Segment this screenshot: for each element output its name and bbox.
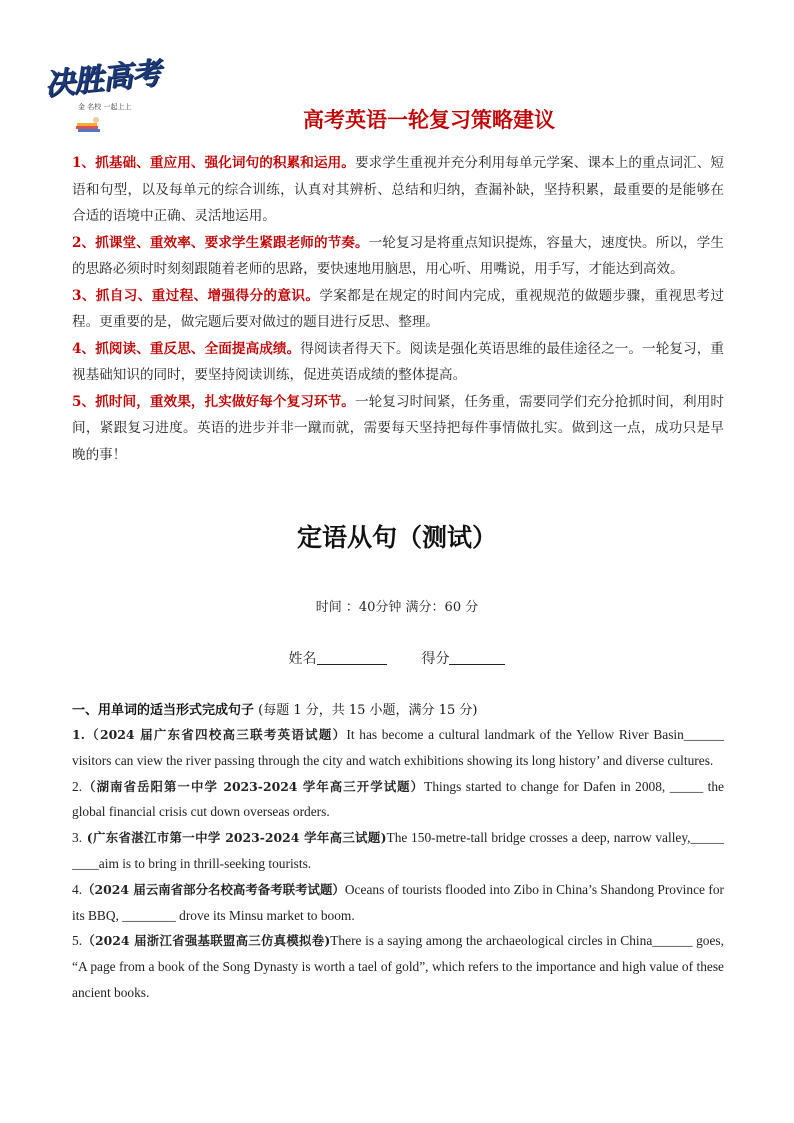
question-text: Oceans of tourists flooded into Zibo in China’s Shandong Province for its BBQ, ________ drove its Minsu market to boom. bbox=[72, 881, 724, 923]
advice-heading: 3、抓自习、重过程、增强得分的意识。 bbox=[72, 287, 320, 304]
question-source: （2024 届浙江省强基联盟高三仿真模拟卷) bbox=[82, 933, 331, 949]
advice-heading: 5、抓时间，重效果，扎实做好每个复习环节。 bbox=[72, 393, 355, 410]
question-item bbox=[72, 825, 724, 877]
question-number: 1. bbox=[72, 727, 85, 742]
advice-list bbox=[72, 150, 724, 468]
advice-item bbox=[72, 389, 724, 469]
question-source: （2024 届云南省部分名校高考备考联考试题） bbox=[82, 881, 345, 897]
question-number: 3. bbox=[72, 830, 83, 846]
question-number: 5. bbox=[72, 933, 83, 949]
advice-body: 学案都是在规定的时间内完成，重视规范的做题步骤，重视思考过程。更重要的是，做完题后要对做过的题目进行反思、整理。 bbox=[72, 287, 724, 330]
logo-text: 决胜高考 bbox=[42, 55, 162, 103]
advice-body: 得阅读者得天下。阅读是强化英语思维的最佳途径之一。一轮复习，重视基础知识的同时，要坚持阅读训练，促进英语成绩的整体提高。 bbox=[72, 340, 724, 383]
name-label: 姓名 bbox=[288, 651, 317, 667]
logo-subtext: 金 名校 一起上上 bbox=[78, 103, 132, 111]
name-blank[interactable] bbox=[317, 650, 387, 665]
advice-heading: 2、抓课堂、重效率、要求学生紧跟老师的节奏。 bbox=[72, 234, 369, 251]
section-title: 一、用单词的适当形式完成句子 bbox=[72, 703, 255, 718]
section-note: (每题 1 分，共 15 小题，满分 15 分) bbox=[254, 703, 478, 718]
advice-item bbox=[72, 150, 724, 230]
question-list bbox=[72, 722, 724, 1006]
advice-body: 一轮复习时间紧，任务重，需要同学们充分抢抓时间，利用时间，紧跟复习进度。英语的进步并非一蹴而就，需要每天坚持把每件事情做扎实。做到这一点，成功只是早晚的事！ bbox=[72, 393, 724, 463]
advice-item bbox=[72, 230, 724, 283]
question-item bbox=[72, 928, 724, 1005]
advice-item bbox=[72, 336, 724, 389]
score-label: 得分 bbox=[421, 651, 450, 667]
name-score-line bbox=[0, 648, 794, 668]
advice-body: 要求学生重视并充分利用每单元学案、课本上的重点词汇、短语和句型，以及每单元的综合训练，认真对其辨析、总结和归纳，查漏补缺，坚持积累，最重要的是能够在合适的语境中正确、灵活地运用。 bbox=[72, 155, 724, 224]
question-text: It has become a cultural landmark of the Yellow River Basin______ visitors can view the river passing through the city and watch exhibitions showing its long history’ and diverse cultures. bbox=[72, 727, 724, 768]
question-item bbox=[72, 774, 724, 826]
section-heading bbox=[72, 699, 724, 718]
advice-heading: 1、抓基础、重应用、强化词句的积累和运用。 bbox=[72, 155, 355, 171]
question-source: （2024 届广东省四校高三联考英语试题） bbox=[84, 727, 347, 742]
test-title: 定语从句（测试） bbox=[296, 523, 497, 552]
question-text: The 150-metre-tall bridge crosses a deep, narrow valley,_____ ____aim is to bring in thrill-seeking tourists. bbox=[72, 830, 725, 871]
page-title: 高考英语一轮复习策略建议 bbox=[303, 108, 555, 132]
question-text: There is a saying among the archaeological circles in China______ goes, “A page from a book of the Song Dynasty is worth a tael of gold”, which refers to the importance and high value of these ancient books. bbox=[72, 933, 724, 1000]
time-limit: 时间 ：40分钟 满分：60 分 bbox=[315, 600, 479, 615]
advice-item bbox=[72, 283, 724, 336]
question-text: Things started to change for Dafen in 2008, _____ the global financial crisis cut down overseas orders. bbox=[72, 778, 724, 820]
question-source: (广东省湛江市第一中学 2023-2024 学年高三试题) bbox=[82, 830, 387, 846]
advice-body: 一轮复习是将重点知识提炼，容量大，速度快。所以，学生的思路必须时时刻刻跟随着老师的思路，要快速地用脑思，用心听、用嘴说，用手写，才能达到高效。 bbox=[72, 234, 724, 277]
question-source: （湖南省岳阳第一中学 2023-2024 学年高三开学试题） bbox=[82, 778, 425, 794]
advice-heading: 4、抓阅读、重反思、全面提高成绩。 bbox=[72, 340, 301, 357]
question-number: 4. bbox=[72, 881, 83, 897]
question-item bbox=[72, 877, 724, 929]
score-blank[interactable] bbox=[449, 650, 505, 665]
question-number: 2. bbox=[72, 778, 83, 794]
question-item bbox=[72, 722, 724, 774]
